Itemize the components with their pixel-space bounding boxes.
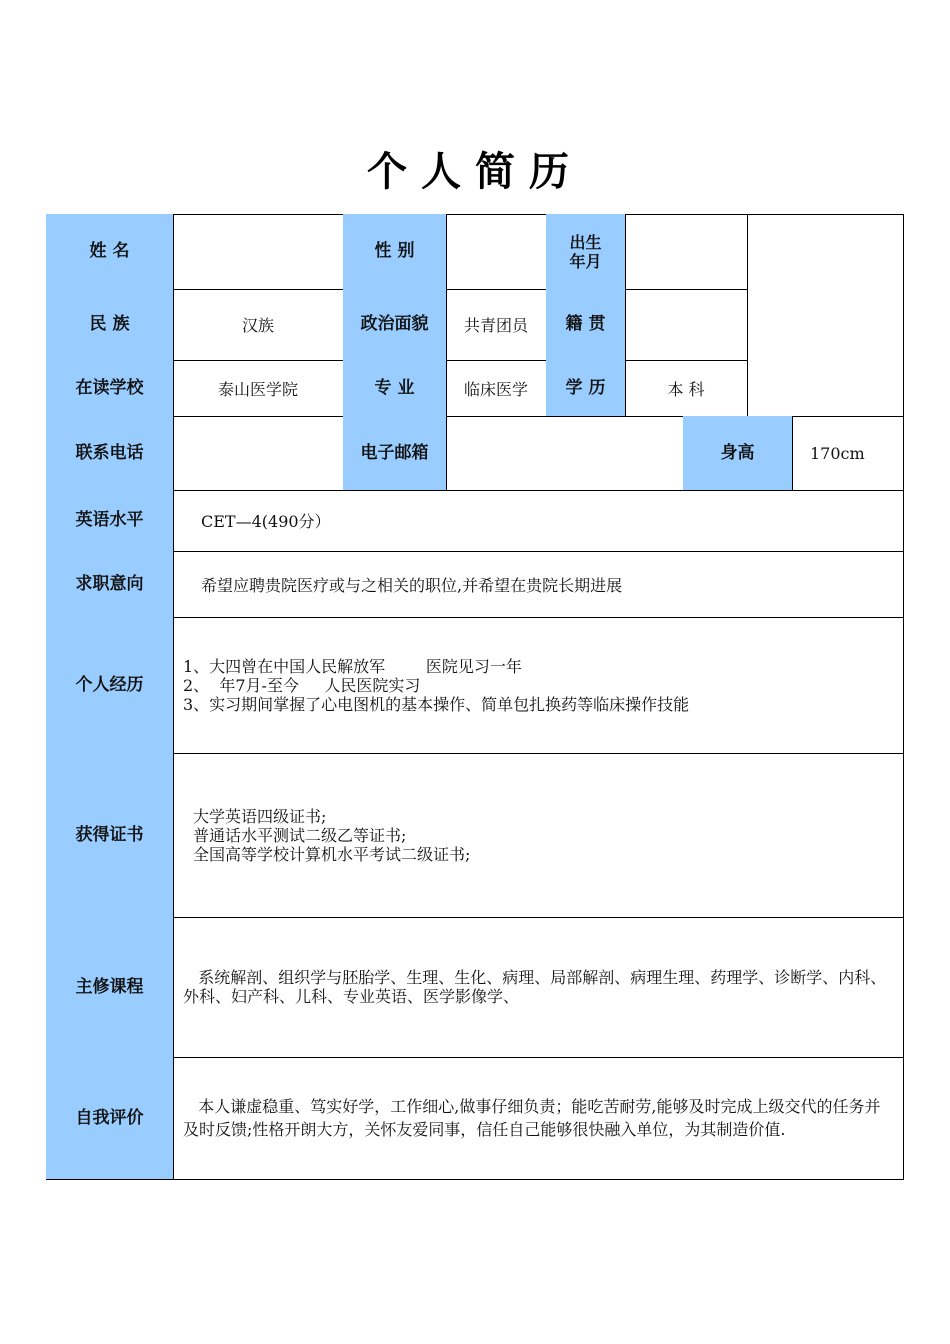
photo-box — [747, 214, 904, 417]
value-name — [173, 214, 344, 290]
label-height: 身高 — [683, 416, 793, 491]
value-certificates: 大学英语四级证书; 普通话水平测试二级乙等证书; 全国高等学校计算机水平考试二级证书; — [173, 753, 904, 918]
label-certificates: 获得证书 — [46, 753, 174, 918]
value-political: 共青团员 — [446, 289, 547, 361]
value-objective: 希望应聘贵院医疗或与之相关的职位,并希望在贵院长期进展 — [173, 551, 904, 618]
label-email: 电子邮箱 — [343, 416, 447, 491]
label-major: 专 业 — [343, 360, 447, 417]
value-height: 170cm — [792, 416, 904, 491]
label-english: 英语水平 — [46, 490, 174, 552]
resume-title: 个人简历 — [367, 149, 583, 195]
value-ethnicity: 汉族 — [173, 289, 344, 361]
label-birth: 出生 年月 — [546, 214, 626, 290]
label-phone: 联系电话 — [46, 416, 174, 491]
value-phone — [173, 416, 344, 491]
value-major: 临床医学 — [446, 360, 547, 417]
label-name: 姓 名 — [46, 214, 174, 290]
value-school: 泰山医学院 — [173, 360, 344, 417]
label-objective: 求职意向 — [46, 551, 174, 618]
label-gender: 性 别 — [343, 214, 447, 290]
value-birth — [625, 214, 748, 290]
label-education: 学 历 — [546, 360, 626, 417]
label-hometown: 籍 贯 — [546, 289, 626, 361]
label-experience: 个人经历 — [46, 617, 174, 754]
label-school: 在读学校 — [46, 360, 174, 417]
value-gender — [446, 214, 547, 290]
value-courses: 系统解剖、组织学与胚胎学、生理、生化、病理、局部解剖、病理生理、药理学、诊断学、内科、外科、妇产科、儿科、专业英语、医学影像学、 — [173, 917, 904, 1058]
label-self-eval: 自我评价 — [46, 1057, 174, 1180]
value-education: 本 科 — [625, 360, 748, 417]
value-email — [446, 416, 684, 491]
label-political: 政治面貌 — [343, 289, 447, 361]
value-self-eval: 本人谦虚稳重、笃实好学，工作细心,做事仔细负责；能吃苦耐劳,能够及时完成上级交代的任务并及时反馈;性格开朗大方，关怀友爱同事，信任自己能够很快融入单位，为其制造价值. — [173, 1057, 904, 1180]
value-experience: 1、大四曾在中国人民解放军 医院见习一年 2、 年7月-至今 人民医院实习 3、实习期间掌握了心电图机的基本操作、简单包扎换药等临床操作技能 — [173, 617, 904, 754]
label-ethnicity: 民 族 — [46, 289, 174, 361]
label-courses: 主修课程 — [46, 917, 174, 1058]
value-hometown — [625, 289, 748, 361]
value-english: CET—4(490分） — [173, 490, 904, 552]
